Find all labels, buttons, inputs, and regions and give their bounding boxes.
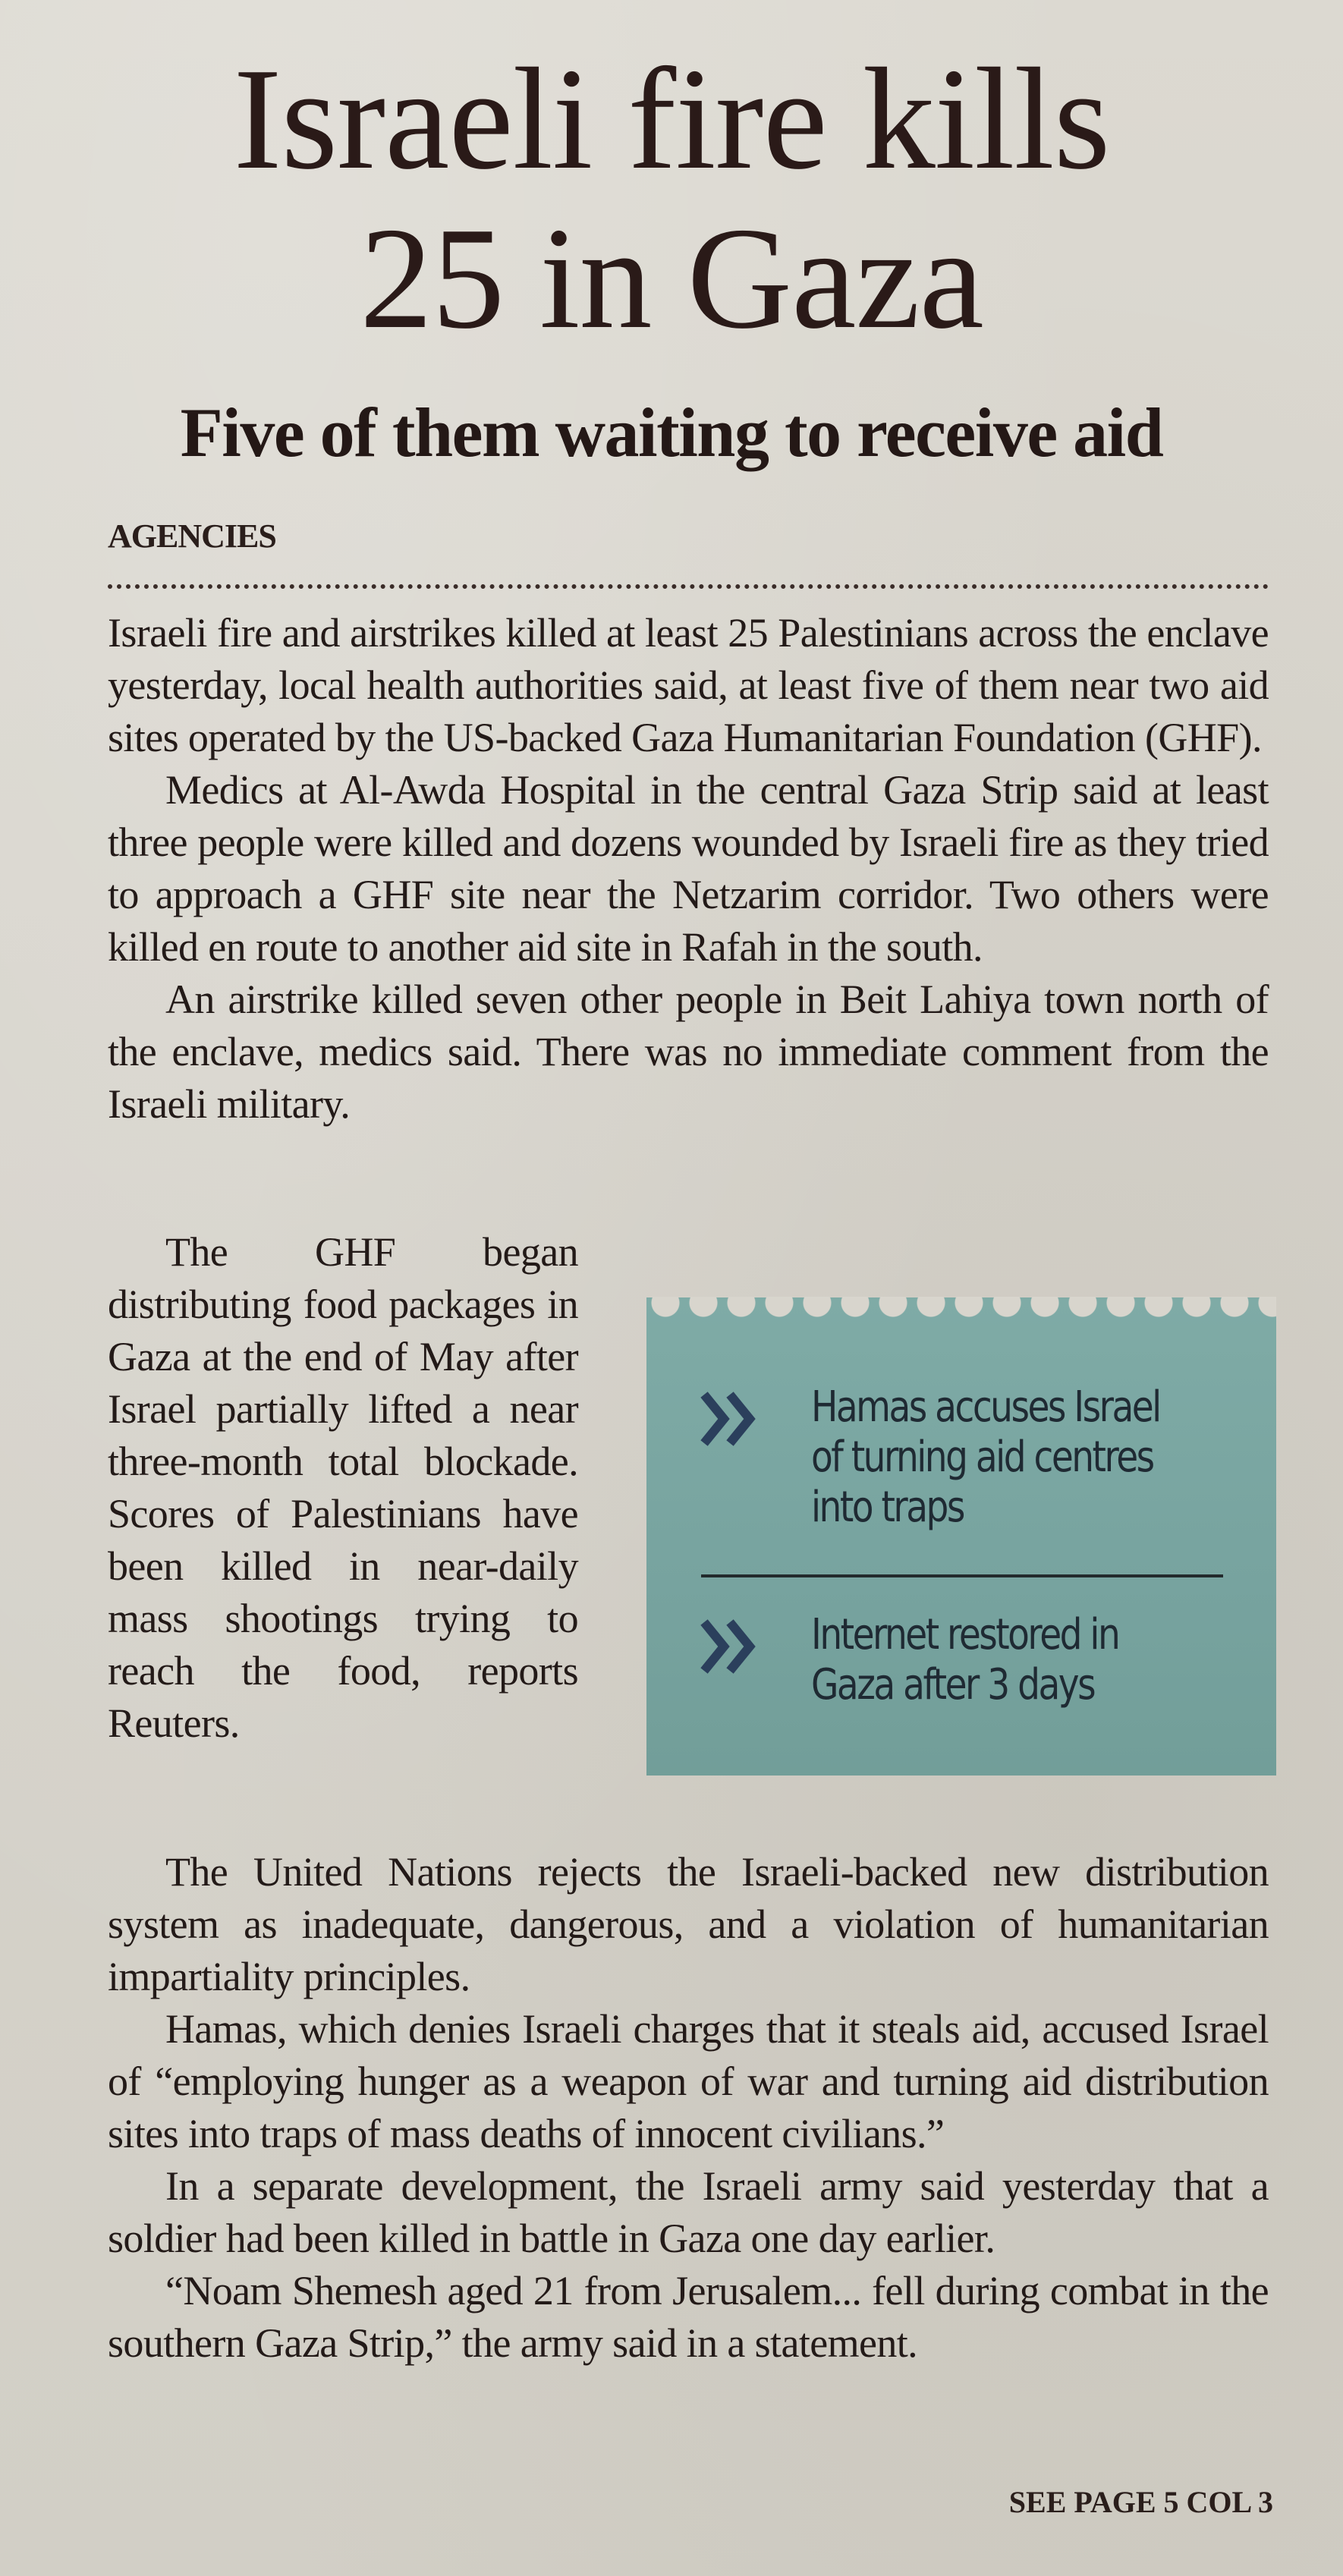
byline: AGENCIES (108, 517, 276, 555)
dotted-divider (108, 584, 1269, 589)
related-story-2-title: Internet restored in Gaza after 3 days (811, 1610, 1119, 1709)
related-stories-box (646, 1297, 1276, 1776)
headline-line-2: 25 in Gaza (360, 197, 983, 359)
paragraph-5: The United Nations rejects the Israeli-backed new distribution system as inadequate, dangerous, and a violation of humanitarian impartiality principles. (108, 1849, 1269, 1999)
double-chevron-right-icon (700, 1389, 762, 1449)
paragraph-7: In a separate development, the Israeli army said yesterday that a soldier had been killed in battle in Gaza one day earlier. (108, 2163, 1269, 2261)
paragraph-3: An airstrike killed seven other people in Beit Lahiya town north of the enclave, medics said. There was no immediate comment from the Israeli military. (108, 977, 1269, 1127)
paragraph-4: The GHF began distributing food packages in Gaza at the end of May after Israel partially lifted a near three-month total blockade. Scores of Palestinians have been killed in near-daily mass shootings trying to reach the food, reports Reuters. (108, 1229, 578, 1746)
paragraph-1: Israeli fire and airstrikes killed at least 25 Palestinians across the enclave yesterday, local health authorities said, at least five of them near two aid sites operated by the US-backed Gaza Humanitarian Foundation (GHF). (108, 610, 1269, 760)
paragraph-6: Hamas, which denies Israeli charges that it steals aid, accused Israel of “employing hunger as a weapon of war and turning aid distribution sites into traps of mass deaths of innocent civilians.” (108, 2006, 1269, 2156)
headline (0, 39, 1343, 358)
continuation-note[interactable]: SEE PAGE 5 COL 3 (1008, 2485, 1273, 2519)
paragraph-8: “Noam Shemesh aged 21 from Jerusalem... fell during combat in the southern Gaza Strip,” the army said in a statement. (108, 2268, 1269, 2366)
article-body-top (108, 607, 1269, 1131)
article-body-column (108, 1226, 578, 1750)
paragraph-2: Medics at Al-Awda Hospital in the central Gaza Strip said at least three people were killed and dozens wounded by Israeli fire as they tried to approach a GHF site near the Netzarim corridor. Two others were killed en route to another aid site in Rafah in the south. (108, 767, 1269, 970)
subheadline: Five of them waiting to receive aid (180, 394, 1163, 471)
headline-line-1: Israeli fire kills (233, 38, 1110, 200)
sidebar-divider (701, 1574, 1223, 1577)
related-story-1-title: Hamas accuses Israel of turning aid centres into traps (811, 1382, 1160, 1532)
scalloped-edge (646, 1297, 1276, 1336)
article-body-bottom (108, 1846, 1269, 2370)
double-chevron-right-icon (700, 1616, 762, 1677)
